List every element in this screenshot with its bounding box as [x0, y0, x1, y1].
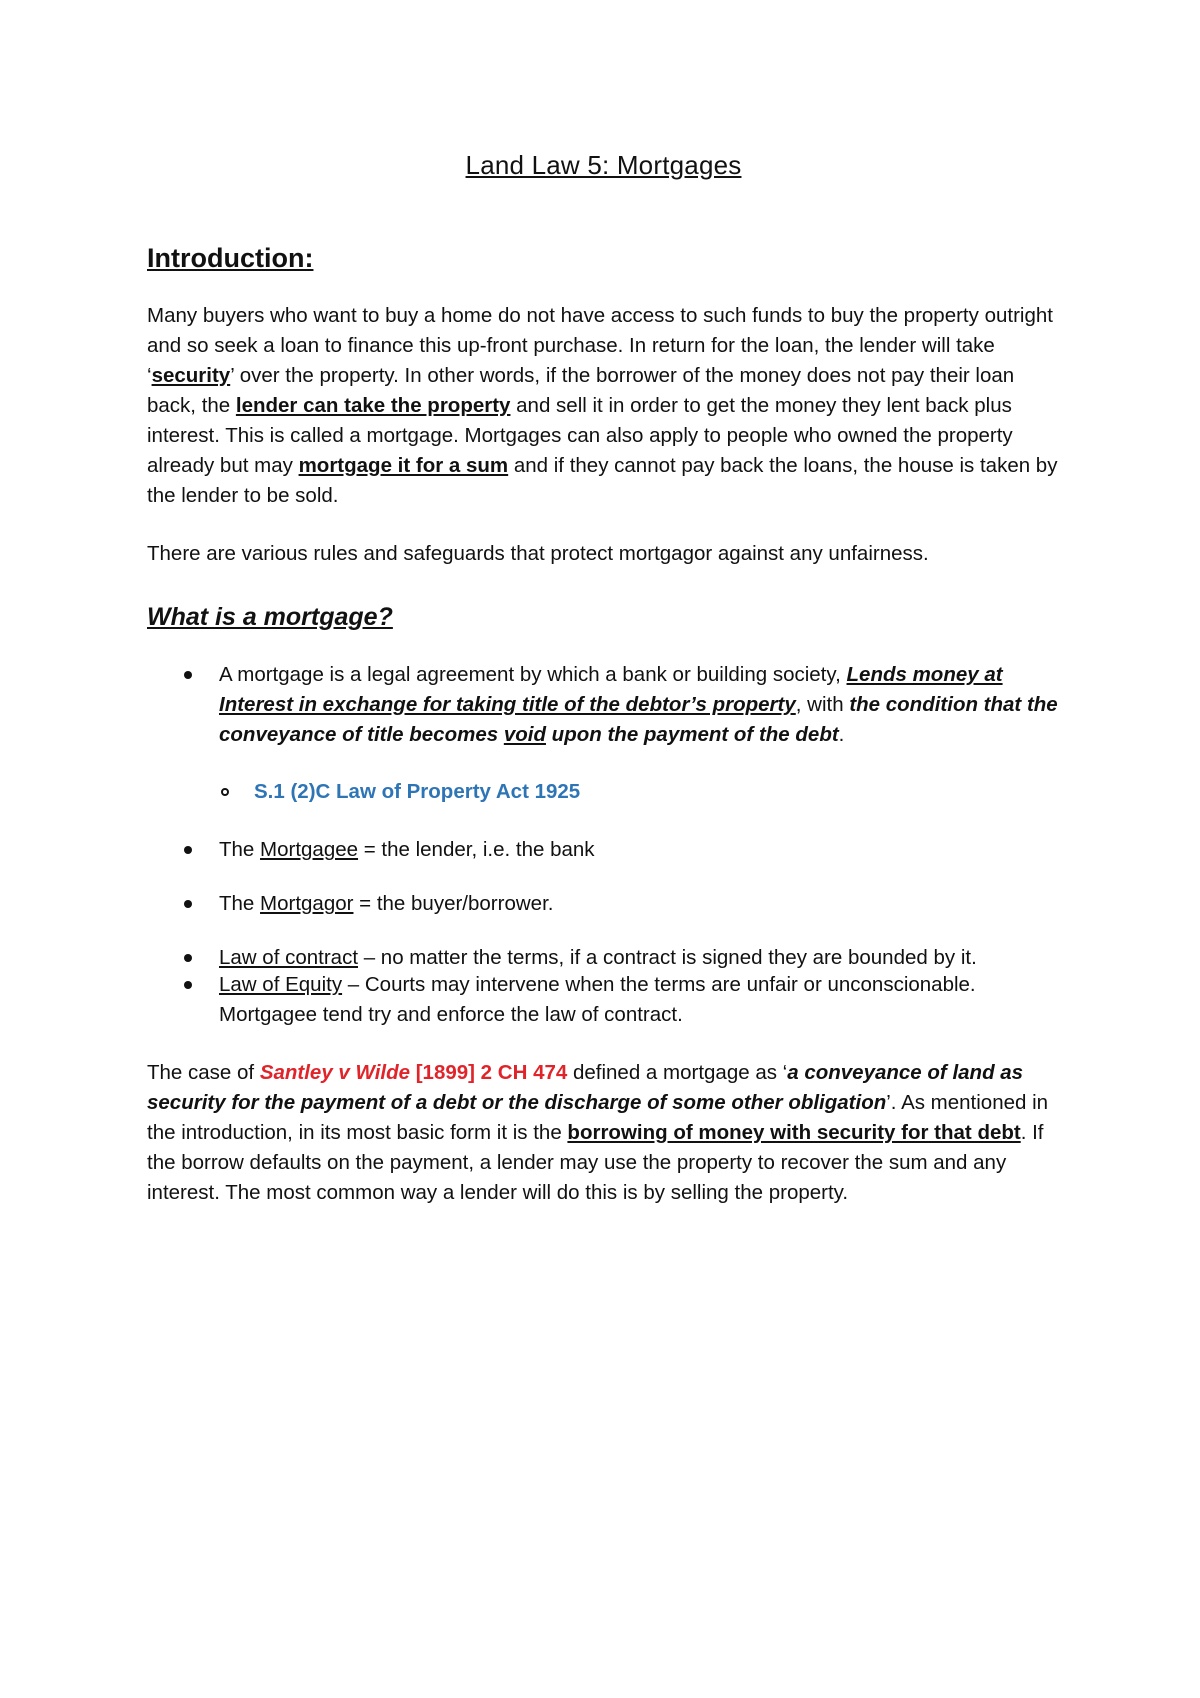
- def-text-3: .: [838, 723, 845, 746]
- case-text-4: . If the borrow defaults on the payment, a lender may use the property to recover the sum and any interest. The most common way a lender will do this is by selling the property.: [147, 1121, 1044, 1204]
- list-item-law-of-contract: [147, 943, 1060, 973]
- case-text-2: defined a mortgage as ‘: [567, 1061, 788, 1084]
- hollow-bullet-icon: [221, 788, 229, 796]
- safeguards-paragraph: There are various rules and safeguards that protect mortgagor against any unfairness.: [147, 542, 929, 565]
- document-title: Land Law 5: Mortgages: [465, 150, 742, 180]
- case-name: Santley v Wilde: [259, 1061, 411, 1084]
- bullet-icon: [184, 900, 192, 908]
- phrase-lender-can-take: lender can take the property: [235, 394, 511, 417]
- term-law-of-equity: Law of Equity: [219, 973, 343, 996]
- mortgagee-prefix: The: [219, 838, 261, 861]
- bullet-icon: [184, 846, 192, 854]
- list-item-mortgagor: [147, 889, 1060, 919]
- case-text-1: The case of: [147, 1061, 260, 1084]
- term-law-of-contract: Law of contract: [219, 946, 359, 969]
- list-item-law-of-equity: [147, 970, 1060, 1030]
- def-text-2: , with: [795, 693, 850, 716]
- roles-list: [147, 835, 1060, 1030]
- list-item-statute: [147, 777, 1060, 807]
- term-security: security: [151, 364, 231, 387]
- phrase-lends-money: Lends money at Interest in exchange for taking title of the debtor’s property: [219, 663, 1003, 716]
- case-text-3: ’. As mentioned in the introduction, in its most basic form it is the: [147, 1091, 1049, 1144]
- intro-text-4: and if they cannot pay back the loans, the house is taken by the lender to be sold.: [147, 454, 1058, 507]
- term-mortgagee: Mortgagee: [260, 838, 359, 861]
- bullet-icon: [184, 671, 192, 679]
- mortgagor-definition: = the buyer/borrower.: [353, 892, 554, 915]
- intro-paragraph: [147, 301, 1060, 511]
- contract-definition: – no matter the terms, if a contract is signed they are bounded by it.: [358, 946, 977, 969]
- phrase-upon-payment: upon the payment of the debt: [545, 723, 839, 746]
- case-citation: [1899] 2 CH 474: [410, 1061, 568, 1084]
- case-paragraph: [147, 1058, 1060, 1208]
- phrase-borrowing-money: borrowing of money with security for that debt: [567, 1121, 1021, 1144]
- def-text-1: A mortgage is a legal agreement by which a bank or building society,: [219, 663, 847, 686]
- intro-text-2: ’ over the property. In other words, if the borrower of the money does not pay their loan back, the: [147, 364, 1015, 417]
- mortgagor-prefix: The: [219, 892, 261, 915]
- phrase-mortgage-for-sum: mortgage it for a sum: [298, 454, 509, 477]
- case-quote: a conveyance of land as security for the payment of a debt or the discharge of some other obligation: [147, 1061, 1024, 1114]
- phrase-condition: the condition that the conveyance of title becomes: [219, 693, 1058, 746]
- statute-reference: S.1 (2)C Law of Property Act 1925: [254, 780, 581, 803]
- list-item-definition: [147, 660, 1060, 750]
- bullet-icon: [184, 981, 192, 989]
- mortgagee-definition: = the lender, i.e. the bank: [358, 838, 595, 861]
- bullet-icon: [184, 954, 192, 962]
- term-mortgagor: Mortgagor: [260, 892, 354, 915]
- heading-what-is-mortgage: What is a mortgage?: [147, 603, 393, 631]
- term-void: void: [503, 723, 546, 746]
- list-item-mortgagee: [147, 835, 1060, 865]
- equity-definition: – Courts may intervene when the terms are unfair or unconscionable. Mortgagee tend try and enforce the law of contract.: [219, 973, 976, 1026]
- definition-list: [147, 660, 1060, 750]
- heading-introduction: Introduction:: [147, 243, 314, 273]
- intro-text-3: and sell it in order to get the money they lent back plus interest. This is called a mortgage. Mortgages can also apply to people who owned the property already but may: [147, 394, 1013, 477]
- intro-text-1: Many buyers who want to buy a home do not have access to such funds to buy the property outright and so seek a loan to finance this up-front purchase. In return for the loan, the lender will take ‘: [147, 304, 1053, 387]
